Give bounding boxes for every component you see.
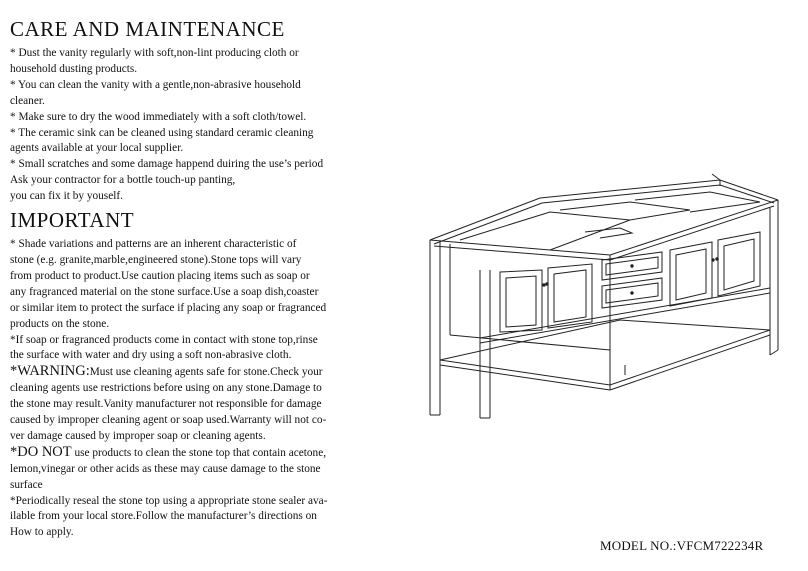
vanity-compartment-center bbox=[560, 202, 690, 220]
care-line: household dusting products. bbox=[10, 62, 138, 75]
care-line: * Small scratches and some damage happend duiring the use’s period bbox=[10, 158, 324, 171]
warning-line: caused by improper cleaning agent or soap used.Warranty will not co- bbox=[10, 414, 327, 427]
donot-line: lemon,vinegar or other acids as these may cause damage to the stone bbox=[10, 462, 321, 475]
care-title: CARE AND MAINTENANCE bbox=[10, 17, 285, 41]
care-list bbox=[10, 46, 398, 205]
reseal-line: *Periodically reseal the stone top using a appropriate stone sealer ava- bbox=[10, 494, 328, 507]
vanity-top-front-right bbox=[610, 200, 778, 255]
important-line: the surface with water and dry using a soft non-abrasive cloth. bbox=[10, 349, 292, 362]
important-line: products on the stone. bbox=[10, 317, 110, 330]
door-knob-icon bbox=[546, 283, 548, 285]
care-line: * You can clean the vanity with a gentle,non-abrasive household bbox=[10, 78, 301, 91]
warning-line bbox=[10, 364, 398, 381]
care-line: agents available at your local supplier. bbox=[10, 142, 184, 155]
reseal-line: ilable from your local store.Follow the manufacturer’s directions on bbox=[10, 510, 317, 523]
vanity-drawing bbox=[420, 160, 808, 430]
important-line: * Shade variations and patterns are an inherent characteristic of bbox=[10, 238, 297, 251]
care-line: * Dust the vanity regularly with soft,non-lint producing cloth or bbox=[10, 47, 299, 59]
warning-line: cleaning agents use restrictions before using on any stone.Damage to bbox=[10, 382, 322, 395]
donot-line: surface bbox=[10, 478, 43, 491]
door-knob-icon bbox=[543, 284, 545, 286]
important-line: *If soap or fragranced products come in contact with stone top,rinse bbox=[10, 333, 318, 346]
reseal-line: How to apply. bbox=[10, 526, 74, 539]
vanity-drawer-box-top bbox=[585, 228, 632, 238]
vanity-top-back-edge bbox=[430, 180, 778, 240]
care-line: you can fix it by youself. bbox=[10, 190, 123, 203]
door-knob-icon bbox=[712, 259, 714, 261]
important-line: from product to product.Use caution placing items such as soap or bbox=[10, 269, 310, 282]
care-line: * Make sure to dry the wood immediately with a soft cloth/towel. bbox=[10, 110, 307, 123]
drawer-knob-icon bbox=[631, 265, 633, 267]
vanity-top-back-inner bbox=[434, 185, 774, 244]
donot-line bbox=[10, 445, 398, 462]
door-knob-icon bbox=[716, 258, 718, 260]
warning-line: ver damage caused by improper soap or cleaning agents. bbox=[10, 429, 266, 442]
important-title: IMPORTANT bbox=[10, 208, 135, 233]
donot-label: *DO NOT bbox=[10, 443, 72, 460]
warning-line: the stone may result.Vanity manufacturer not responsible for damage bbox=[10, 398, 322, 411]
drawer-knob-icon bbox=[631, 292, 633, 294]
instructions-column bbox=[10, 18, 398, 541]
donot-text: use products to clean the stone top that contain acetone, bbox=[71, 446, 327, 459]
vanity-cabinet-bottom bbox=[480, 288, 770, 338]
warning-text: Must use cleaning agents safe for stone.Check your bbox=[89, 366, 323, 379]
important-line: stone (e.g. granite,marble,engineered stone).Stone tops will vary bbox=[10, 253, 302, 266]
care-line: cleaner. bbox=[10, 94, 45, 107]
vanity-compartment-right bbox=[635, 192, 760, 212]
care-line: * The ceramic sink can be cleaned using standard ceramic cleaning bbox=[10, 126, 314, 139]
model-number: MODEL NO.:VFCM722234R bbox=[600, 538, 764, 553]
important-list bbox=[10, 237, 398, 541]
warning-label: *WARNING: bbox=[10, 363, 90, 380]
vanity-illustration bbox=[420, 160, 808, 430]
important-line: or similar item to protect the surface if placing any soap or fragranced bbox=[10, 301, 327, 314]
important-line: any fragranced material on the stone surface.Use a soap dish,coaster bbox=[10, 285, 319, 298]
care-line: Ask your contractor for a bottle touch-up panting, bbox=[10, 174, 236, 187]
